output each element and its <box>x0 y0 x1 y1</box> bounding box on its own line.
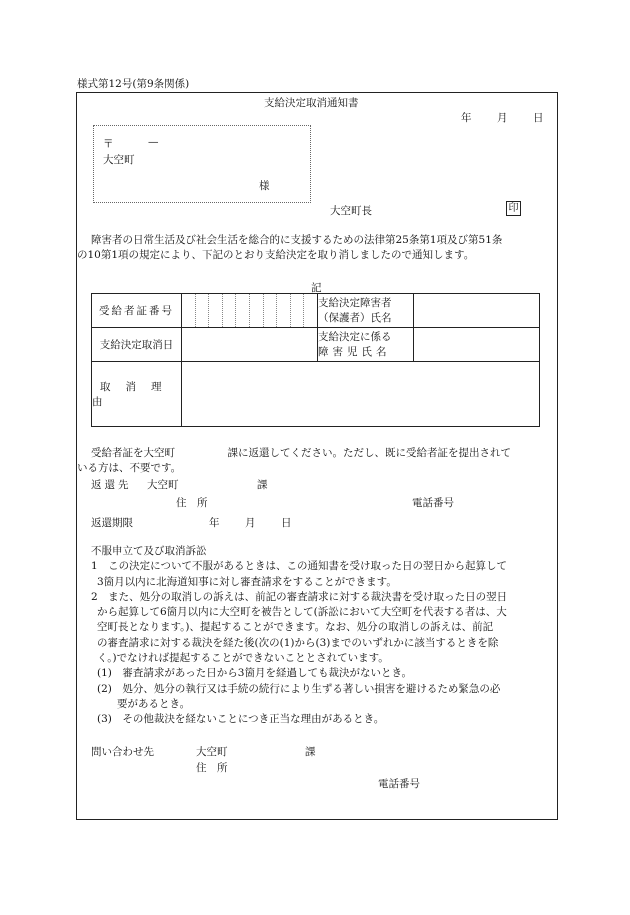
appeal-heading: 不服申立て及び取消訴訟 <box>91 545 207 557</box>
return-address-label: 住 所 <box>176 497 208 509</box>
cancel-date-label: 支給決定取消日 <box>92 328 182 362</box>
return-dest-label: 返還先 <box>91 479 132 491</box>
address-town: 大空町 <box>103 154 135 166</box>
appeal-line-5: 空町長となります。)、提起することができます。なお、処分の取消しの訴えは、前記 <box>97 621 494 633</box>
form-number: 様式第12号(第9条関係) <box>77 78 190 90</box>
contact-dept: 課 <box>305 746 316 758</box>
return-deadline-day: 日 <box>281 517 292 529</box>
contact-label: 問い合わせ先 <box>91 746 154 758</box>
appeal-line-3: 2 また、処分の取消しの訴えは、前記の審査請求に対する裁決書を受け取った日の翌日 <box>91 591 508 603</box>
appeal-line-7: く。)でなければ提起することができないこととされています。 <box>97 652 389 664</box>
contact-phone-label: 電話番号 <box>378 778 420 790</box>
return-deadline-year: 年 <box>209 517 220 529</box>
appeal-sub-3: (3) その他裁決を経ないことにつき正当な理由があるとき。 <box>97 713 385 725</box>
return-dest-dept: 課 <box>257 479 268 491</box>
body-line-2: の10第1項の規定により、下記のとおり支給決定を取り消しましたので通知します。 <box>77 249 475 261</box>
issuer-name: 大空町長 <box>330 205 372 217</box>
appeal-sub-1: (1) 審査請求があった日から3箇月を経過しても裁決がないとき。 <box>97 667 413 679</box>
date-month: 月 <box>497 112 508 124</box>
appeal-sub-2a: (2) 処分、処分の執行又は手続の続行により生ずる著しい損害を避けるため緊急の必 <box>97 683 501 695</box>
ki-heading: 記 <box>311 282 322 294</box>
return-deadline-label: 返還期限 <box>91 517 133 529</box>
addressee-honorific: 様 <box>259 180 270 192</box>
target-person-value[interactable] <box>414 294 540 328</box>
appeal-line-4: から起算して6箇月以内に大空町を被告として(訴訟において大空町を代表する者は、大 <box>97 606 507 618</box>
child-name-value[interactable] <box>414 328 540 362</box>
date-day: 日 <box>533 112 544 124</box>
seal-mark: 印 <box>506 201 521 216</box>
return-phone-label: 電話番号 <box>412 497 454 509</box>
return-line-1: 受給者証を大空町 課に返還してください。ただし、既に受給者証を提出されて <box>91 447 511 459</box>
recipient-no-label: 受給者証番号 <box>92 294 182 328</box>
postal-mark: 〒 <box>103 138 114 150</box>
body-line-1: 障害者の日常生活及び社会生活を総合的に支援するための法律第25条第1項及び第51条 <box>91 234 503 246</box>
return-deadline-month: 月 <box>245 517 256 529</box>
record-table <box>91 293 540 427</box>
contact-town: 大空町 <box>196 746 228 758</box>
reason-value[interactable] <box>182 362 540 427</box>
appeal-line-2: 3箇月以内に北海道知事に対し審査請求をすることができます。 <box>97 576 397 588</box>
contact-address-label: 住 所 <box>196 762 228 774</box>
return-line-2: いる方は、不要です。 <box>77 462 182 474</box>
reason-label: 取消理由 <box>92 362 182 427</box>
document-title: 支給決定取消通知書 <box>264 97 359 109</box>
return-dest-town: 大空町 <box>147 479 179 491</box>
recipient-no-boxes[interactable] <box>182 294 318 328</box>
postal-dash: — <box>148 136 159 148</box>
child-name-label: 支給決定に係る 障害児氏名 <box>318 328 414 362</box>
appeal-sub-2b: 要があるとき。 <box>117 698 191 710</box>
appeal-line-1: 1 この決定について不服があるときは、この通知書を受け取った日の翌日から起算して <box>91 560 507 572</box>
appeal-line-6: の審査請求に対する裁決を経た後(次の(1)から(3)までのいずれかに該当するときを除 <box>97 637 499 649</box>
target-person-label: 支給決定障害者 （保護者）氏名 <box>318 294 414 328</box>
cancel-date-value[interactable] <box>182 328 318 362</box>
date-year: 年 <box>461 112 472 124</box>
